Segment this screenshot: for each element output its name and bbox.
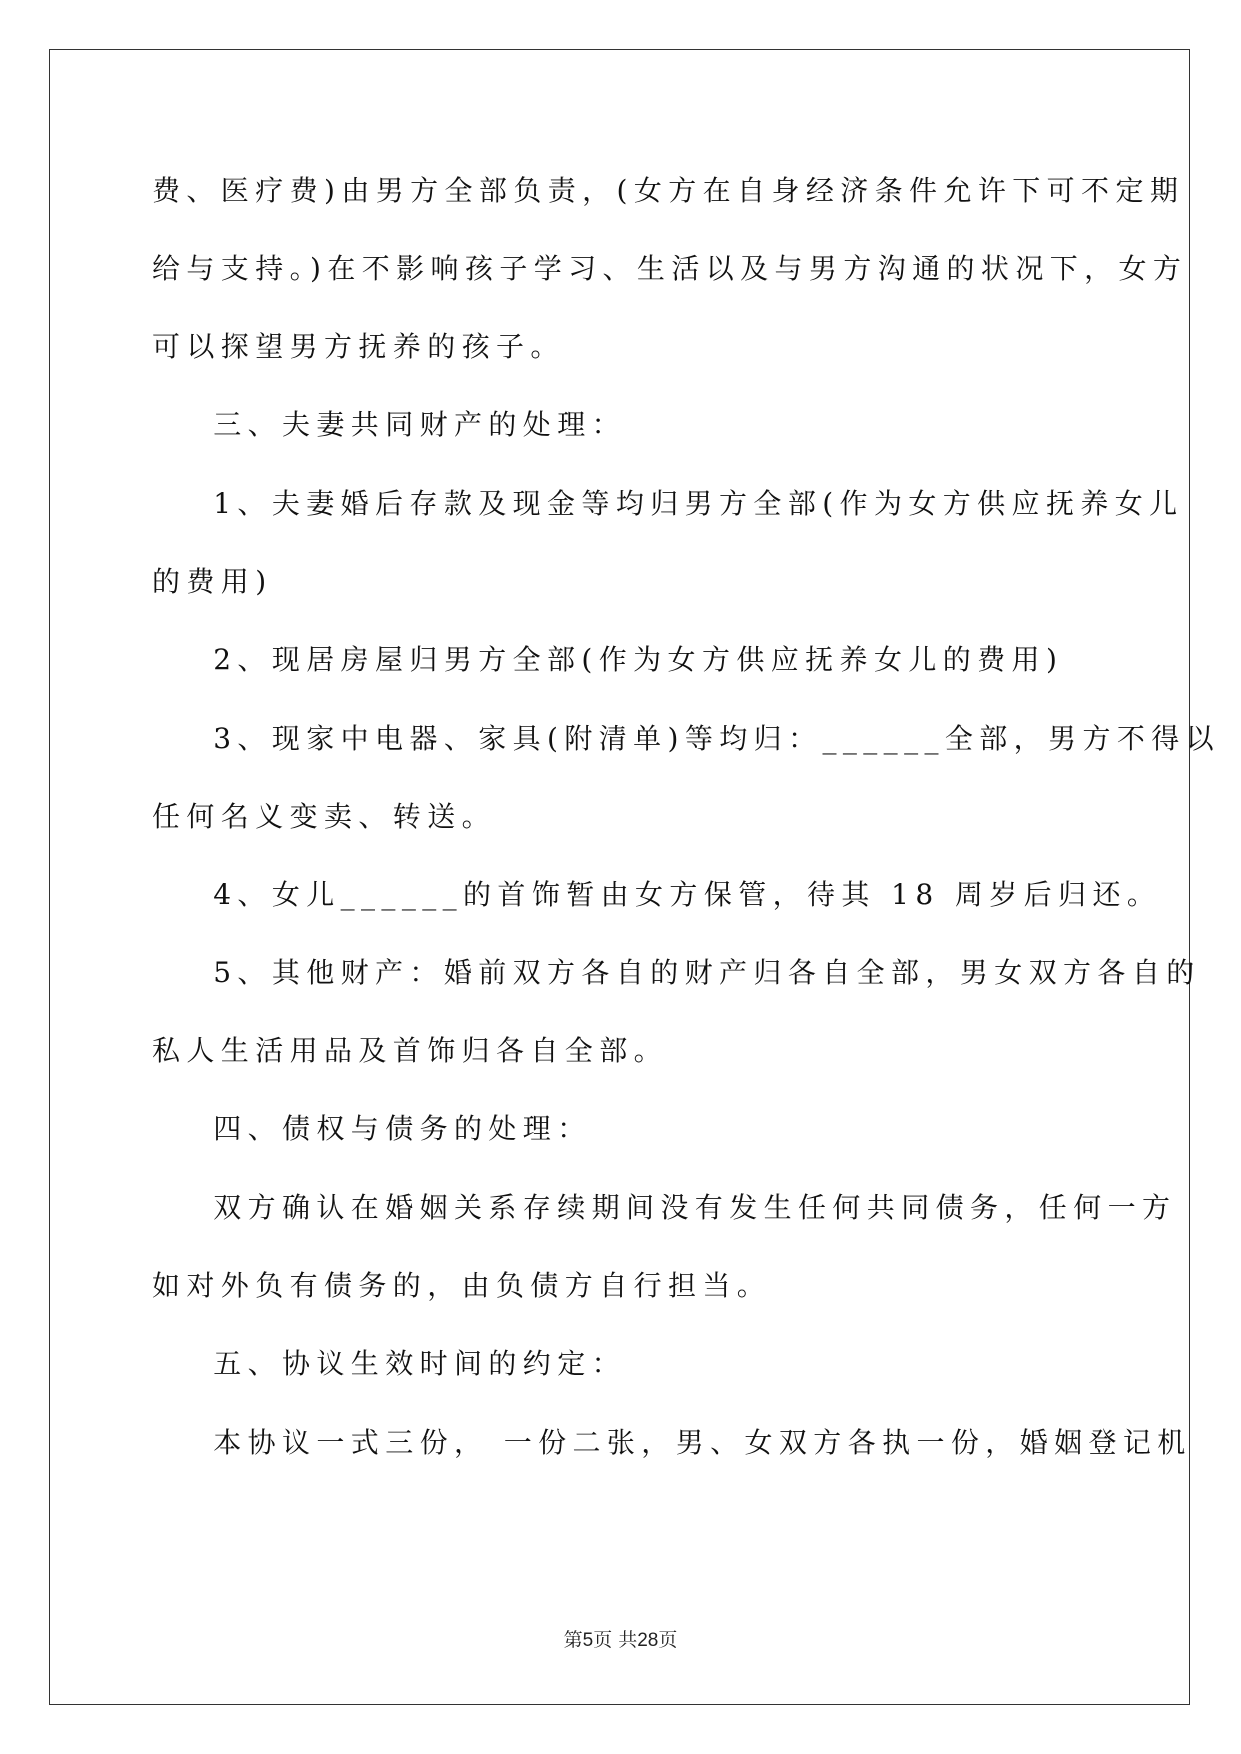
text-line: 5、其他财产：婚前双方各自的财产归各自全部，男女双方各自的 — [152, 956, 1201, 989]
footer-prefix: 第 — [563, 1629, 583, 1651]
text-line: 3、现家中电器、家具(附清单)等均归：______全部，男方不得以 — [152, 722, 1221, 755]
text-line: 本协议一式三份， 一份二张，男、女双方各执一份，婚姻登记机 — [152, 1426, 1192, 1459]
page-footer — [0, 1625, 1241, 1652]
section-heading: 三、夫妻共同财产的处理： — [152, 408, 627, 441]
text-line: 4、女儿______的首饰暂由女方保管，待其 18 周岁后归还。 — [152, 878, 1162, 911]
footer-suffix: 页 — [658, 1629, 678, 1651]
total-page-count: 28 — [637, 1630, 659, 1651]
text-line: 给与支持。)在不影响孩子学习、生活以及与男方沟通的状况下，女方 — [152, 252, 1188, 285]
current-page-number: 5 — [582, 1630, 594, 1651]
section-heading: 四、债权与债务的处理： — [152, 1112, 592, 1145]
text-line: 双方确认在婚姻关系存续期间没有发生任何共同债务，任何一方 — [152, 1191, 1177, 1224]
text-line: 私人生活用品及首饰归各自全部。 — [152, 1034, 669, 1067]
footer-mid: 页 共 — [593, 1629, 638, 1651]
text-line: 如对外负有债务的，由负债方自行担当。 — [152, 1269, 772, 1302]
text-line: 的费用) — [152, 565, 273, 598]
text-line: 费、医疗费)由男方全部负责，(女方在自身经济条件允许下可不定期 — [152, 174, 1185, 207]
text-line: 2、现居房屋归男方全部(作为女方供应抚养女儿的费用) — [152, 643, 1064, 676]
text-line: 1、夫妻婚后存款及现金等均归男方全部(作为女方供应抚养女儿 — [152, 487, 1184, 520]
section-heading: 五、协议生效时间的约定： — [152, 1347, 627, 1380]
text-line: 可以探望男方抚养的孩子。 — [152, 330, 565, 363]
text-line: 任何名义变卖、转送。 — [152, 800, 497, 833]
